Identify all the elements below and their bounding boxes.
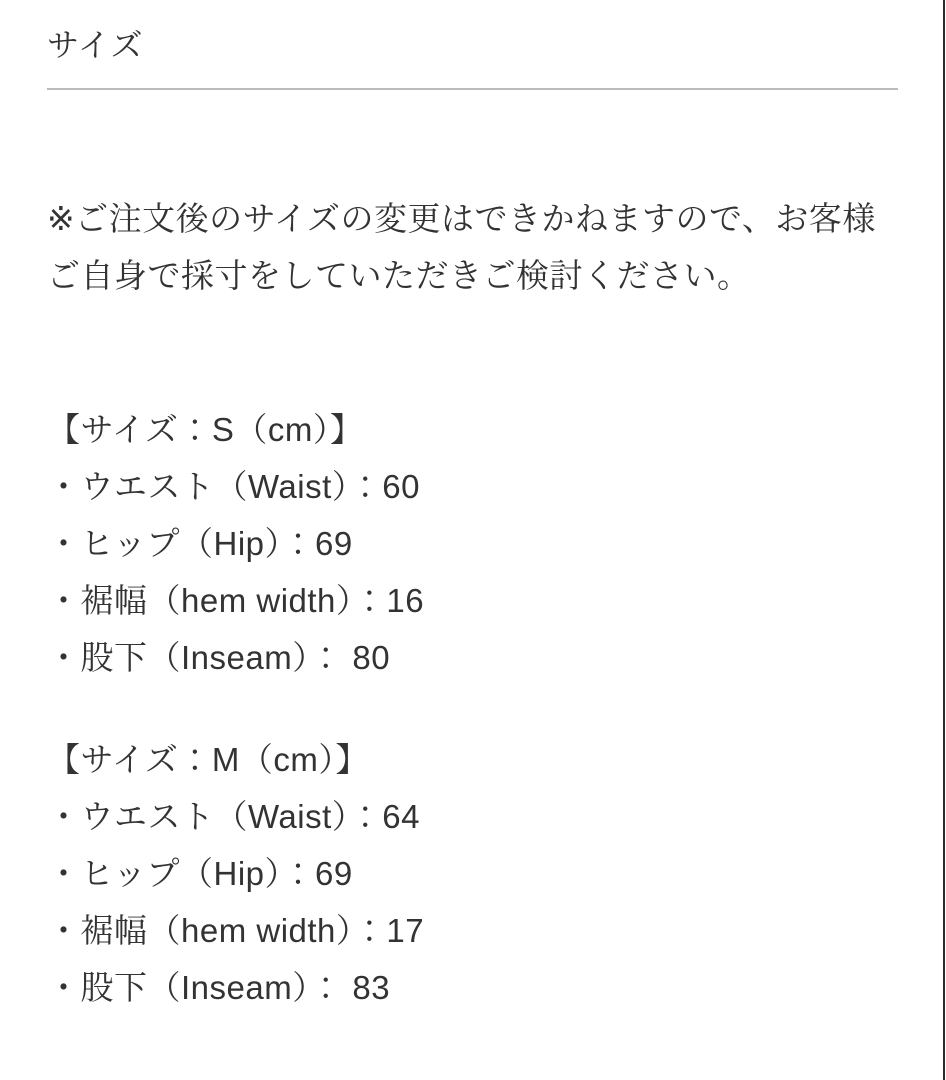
size-m-hip-row: ・ヒップ（Hip）：69: [47, 855, 353, 892]
size-m-header: 【サイズ：M（cm）】: [47, 741, 369, 778]
size-s-hem-width-row: ・裾幅（hem width）：16: [47, 582, 425, 619]
size-s-hip-row: ・ヒップ（Hip）：69: [47, 525, 353, 562]
size-s-header: 【サイズ：S（cm）】: [47, 411, 364, 448]
size-change-notice: ※ご注文後のサイズの変更はできかねますので、お客様ご自身で採寸をしていただきご検討ください。: [47, 200, 876, 294]
size-block-s: [47, 401, 898, 686]
size-m-inseam-row: ・股下（Inseam）： 83: [47, 969, 391, 1006]
size-m-waist-row: ・ウエスト（Waist）：64: [47, 798, 420, 835]
size-s-inseam-row: ・股下（Inseam）： 80: [47, 639, 391, 676]
screenshot-right-border: [943, 0, 945, 1080]
size-s-waist-row: ・ウエスト（Waist）：60: [47, 468, 420, 505]
size-m-hem-width-row: ・裾幅（hem width）：17: [47, 912, 425, 949]
size-block-m: [47, 731, 898, 1016]
section-divider: [47, 88, 898, 90]
size-section-title: サイズ: [47, 27, 144, 63]
